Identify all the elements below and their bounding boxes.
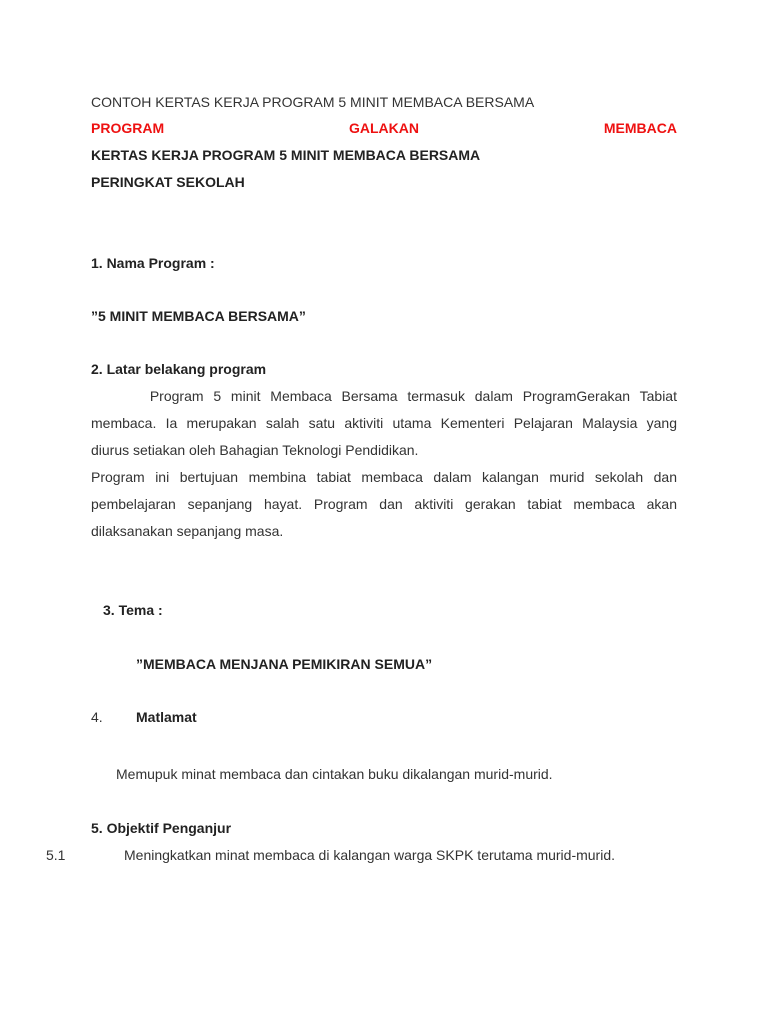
document-title-line: CONTOH KERTAS KERJA PROGRAM 5 MINIT MEMBACA BERSAMA: [91, 94, 535, 110]
background-paragraph-line: Program ini bertujuan membina tabiat membaca dalam kalangan murid sekolah dan: [91, 469, 677, 485]
objective-number: 5.1: [46, 847, 66, 863]
background-paragraph-line: dilaksanakan sepanjang masa.: [91, 523, 284, 539]
red-banner: [91, 120, 677, 136]
section5-title: 5. Objektif Penganjur: [91, 820, 232, 836]
background-paragraph-line: pembelajaran sepanjang hayat. Program dan aktiviti gerakan tabiat membaca akan: [91, 496, 677, 512]
program-name-value: ”5 MINIT MEMBACA BERSAMA”: [91, 308, 306, 324]
background-paragraph-line: membaca. Ia merupakan salah satu aktiviti utama Kementeri Pelajaran Malaysia yang: [91, 415, 677, 431]
goal-text: Memupuk minat membaca dan cintakan buku dikalangan murid-murid.: [116, 766, 553, 782]
section3-title: 3. Tema :: [103, 602, 163, 618]
background-paragraph-line: diurus setiakan oleh Bahagian Teknologi Pendidikan.: [91, 442, 419, 458]
banner-word-galakan: GALAKAN: [349, 120, 419, 136]
sub-heading: PERINGKAT SEKOLAH: [91, 174, 245, 190]
banner-word-program: PROGRAM: [91, 120, 165, 136]
section4-number: 4.: [91, 709, 103, 725]
section1-title: 1. Nama Program :: [91, 255, 215, 271]
section2-title: 2. Latar belakang program: [91, 361, 267, 377]
theme-value: ”MEMBACA MENJANA PEMIKIRAN SEMUA”: [136, 656, 433, 672]
banner-word-membaca: MEMBACA: [603, 120, 677, 136]
section4-title: Matlamat: [136, 709, 197, 725]
background-paragraph-line: Program 5 minit Membaca Bersama termasuk dalam ProgramGerakan Tabiat: [91, 388, 677, 404]
objective-text: Meningkatkan minat membaca di kalangan warga SKPK terutama murid-murid.: [124, 847, 616, 863]
main-heading: KERTAS KERJA PROGRAM 5 MINIT MEMBACA BERSAMA: [91, 147, 481, 163]
